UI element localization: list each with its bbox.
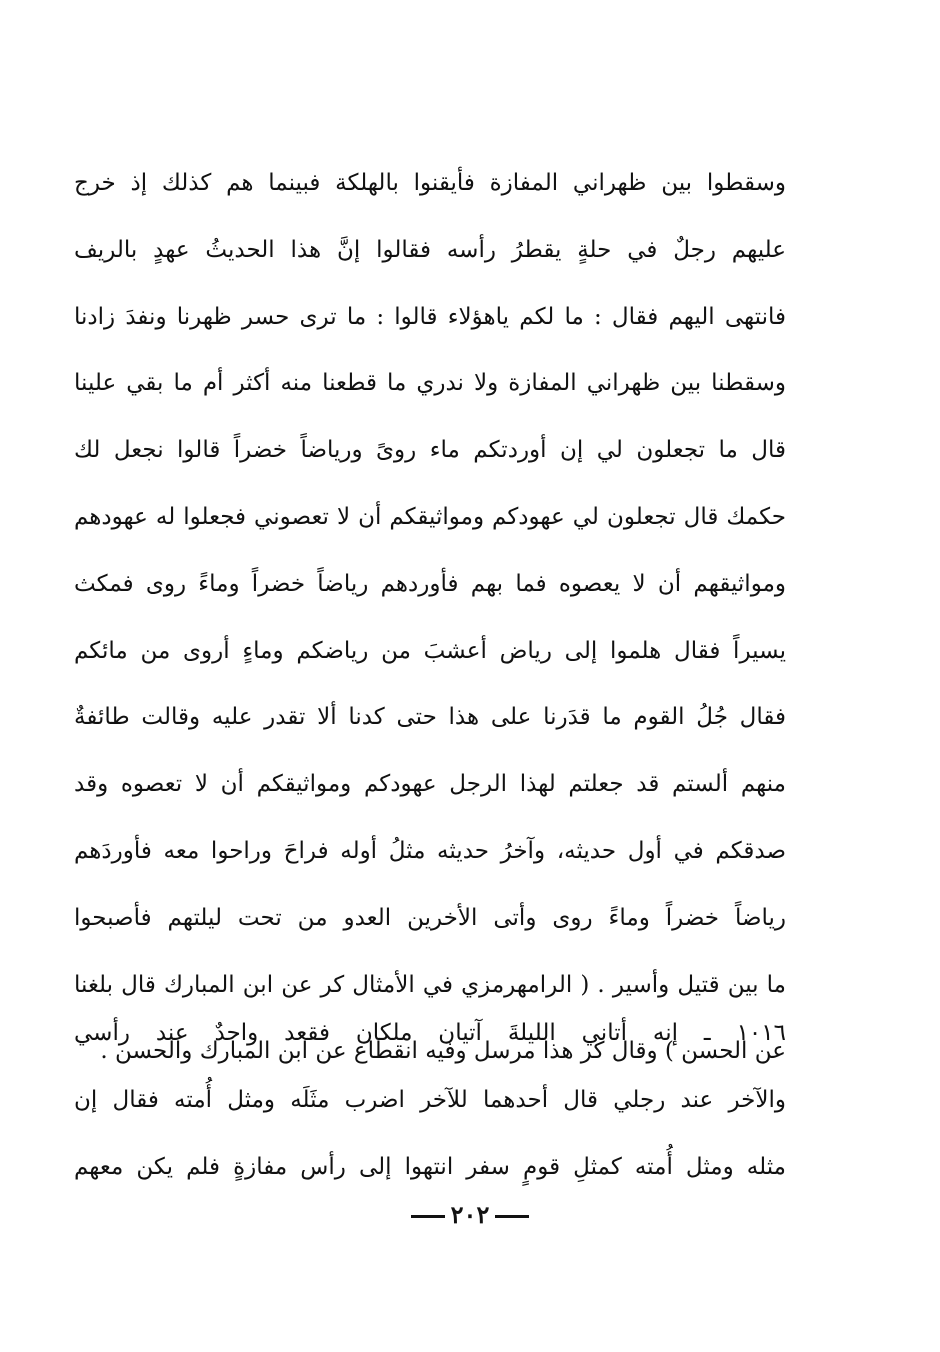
text-line: عن الحسن ) وقال كر هذا مرسل وفيه انقطاع عن ابن المبارك والحسن . (100, 1038, 786, 1065)
paragraph-2 (74, 1000, 786, 1200)
text-line: قال ما تجعلون لي إن أوردتكم ماء روىً ورياضاً خضراً قالوا نجعل لك (74, 437, 786, 464)
text-line: وسقطوا بين ظهراني المفازة فأيقنوا بالهلكة فبينما هم كذلك إذ خرج (74, 170, 786, 196)
text-line: فانتهى اليهم فقال : ما لكم ياهؤلاء قالوا : ما ترى حسر ظهرنا ونفدَ زادنا (74, 303, 786, 330)
text-line: منهم ألستم قد جعلتم لهذا الرجل عهودكم ومواثيقكم أن لا تعصوه وقد (74, 771, 786, 798)
text-line: ما بين قتيل وأسير . ( الرامهرمزي في الأمثال كر عن ابن المبارك قال بلغنا (74, 971, 786, 998)
paragraph-1 (74, 150, 786, 1085)
text-line: والآخر عند رجلي قال أحدهما للآخر اضرب مثَلَه ومثل أُمته فقال إن (74, 1086, 786, 1113)
page-number (0, 1200, 940, 1229)
dash-left (495, 1215, 529, 1218)
text-line: وسقطنا بين ظهراني المفازة ولا ندري ما قطعنا منه أكثر أم ما بقي علينا (74, 370, 786, 397)
text-line: يسيراً فقال هلموا إلى رياض أعشبَ من رياضكم وماءٍ أروى من مائكم (74, 637, 786, 664)
text-line: صدقكم في أول حديثه، وآخرُ حديثه مثلُ أوله فراحَ وراحوا معه فأوردَهم (74, 837, 786, 864)
dash-right (411, 1215, 445, 1218)
text-line: حكمك قال تجعلون لي عهودكم ومواثيقكم أن لا تعصوني فجعلوا له عهودهم (74, 503, 786, 530)
text-line: مثله ومثل أُمته كمثلِ قومٍ سفر انتهوا إلى رأس مفازةٍ فلم يكن معهم (74, 1153, 786, 1180)
text-line: رياضاً خضراً وماءً روى وأتى الأخرين العدو من تحت ليلتهم فأصبحوا (74, 904, 786, 931)
text-line: ومواثيقهم أن لا يعصوه فما بهم فأوردهم رياضاً خضراً وماءً روى فمكث (74, 570, 786, 597)
text-line: فقال جُلُ القوم ما قدَرنا على هذا حتى كدنا ألا تقدر عليه وقالت طائفةٌ (74, 704, 786, 731)
text-line: عليهم رجلٌ في حلةٍ يقطرُ رأسه فقالوا إنَّ هذا الحديثُ عهدٍ بالريف (74, 236, 786, 263)
text-line: ١٠١٦ ـ إنه أتاني الليلةَ آتيان ملكان فقعد واحدٌ عند رأسي (74, 1020, 786, 1046)
page-number-text: ٢٠٢ (450, 1200, 490, 1229)
